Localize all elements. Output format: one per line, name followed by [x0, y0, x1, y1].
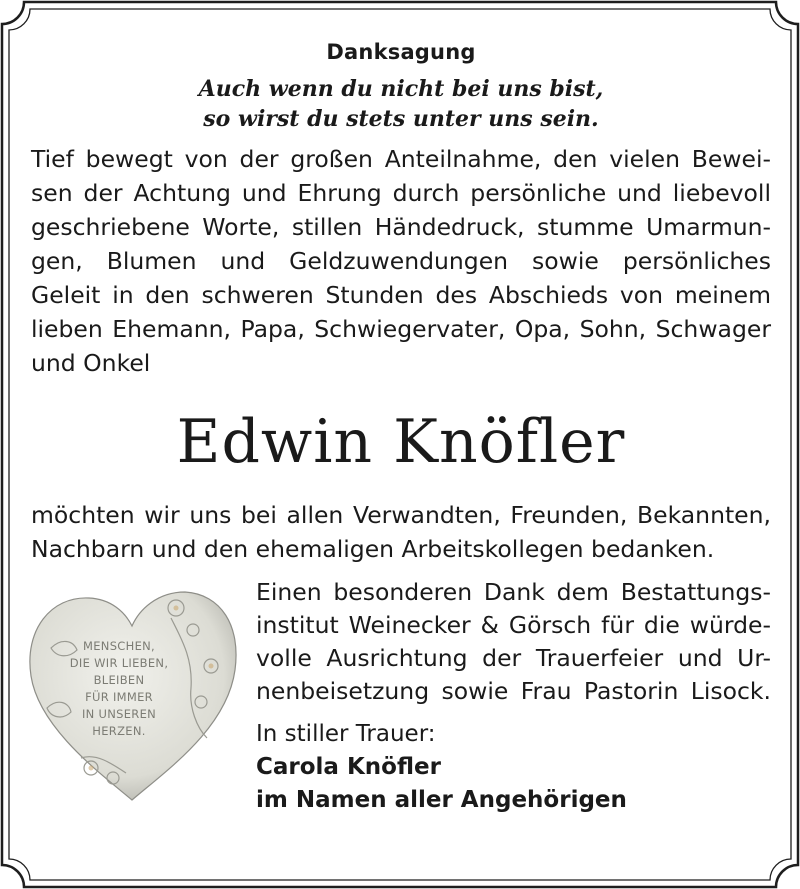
special-thanks-line: volle Ausrichtung der Trauerfeier und Ur-	[256, 644, 771, 672]
motto-line: so wirst du stets unter uns sein.	[203, 106, 599, 132]
special-thanks-line: nenbeisetzung sowie Frau Pastorin Lisock.	[256, 677, 771, 705]
special-thanks-block	[256, 576, 771, 817]
heart-inscription-line: BLEIBEN	[93, 673, 145, 687]
intro-paragraph	[31, 142, 771, 380]
intro-line: lieben Ehemann, Papa, Schwiegervater, Opa, Sohn, Schwager	[31, 315, 771, 343]
special-thanks-line: institut Weinecker & Görsch für die würde-	[256, 611, 771, 639]
intro-line: Tief bewegt von der großen Anteilnahme, den vielen Bewei-	[31, 145, 771, 173]
memorial-heart-stone	[21, 578, 243, 808]
heart-inscription-line: DIE WIR LIEBEN,	[69, 656, 169, 670]
heart-inscription-line: FÜR IMMER	[85, 690, 153, 704]
heart-inscription-line: MENSCHEN,	[83, 639, 155, 653]
intro-line: und Onkel	[31, 349, 151, 377]
intro-line: geschriebene Worte, stillen Händedruck, stumme Umarmun-	[31, 213, 771, 241]
special-thanks-line: Einen besonderen Dank dem Bestattungs-	[256, 578, 771, 606]
motto	[31, 74, 771, 134]
signature-family: im Namen aller Angehörigen	[256, 787, 627, 813]
motto-line: Auch wenn du nicht bei uns bist,	[198, 76, 604, 102]
signature-block	[256, 718, 771, 817]
heading: Danksagung	[326, 40, 476, 64]
signature-intro: In stiller Trauer:	[256, 721, 436, 747]
heart-inscription-line: HERZEN.	[92, 724, 146, 738]
thanks-line: Nachbarn und den ehemaligen Arbeitskollegen bedanken.	[31, 535, 715, 563]
intro-line: sen der Achtung und Ehrung durch persönliche und liebevoll	[31, 179, 771, 207]
deceased-name: Edwin Knöfler	[176, 407, 626, 477]
thanks-line: möchten wir uns bei allen Verwandten, Freunden, Bekannten,	[31, 501, 771, 529]
obituary-content	[31, 40, 771, 866]
intro-line: Geleit in den schweren Stunden des Abschieds von meinem	[31, 281, 771, 309]
signature-name: Carola Knöfler	[256, 754, 441, 780]
intro-line: gen, Blumen und Geldzuwendungen sowie persönliches	[31, 247, 771, 275]
thanks-paragraph	[31, 498, 771, 566]
special-thanks-paragraph	[256, 576, 771, 708]
bottom-section	[31, 576, 771, 866]
heart-inscription-line: IN UNSEREN	[81, 707, 157, 721]
